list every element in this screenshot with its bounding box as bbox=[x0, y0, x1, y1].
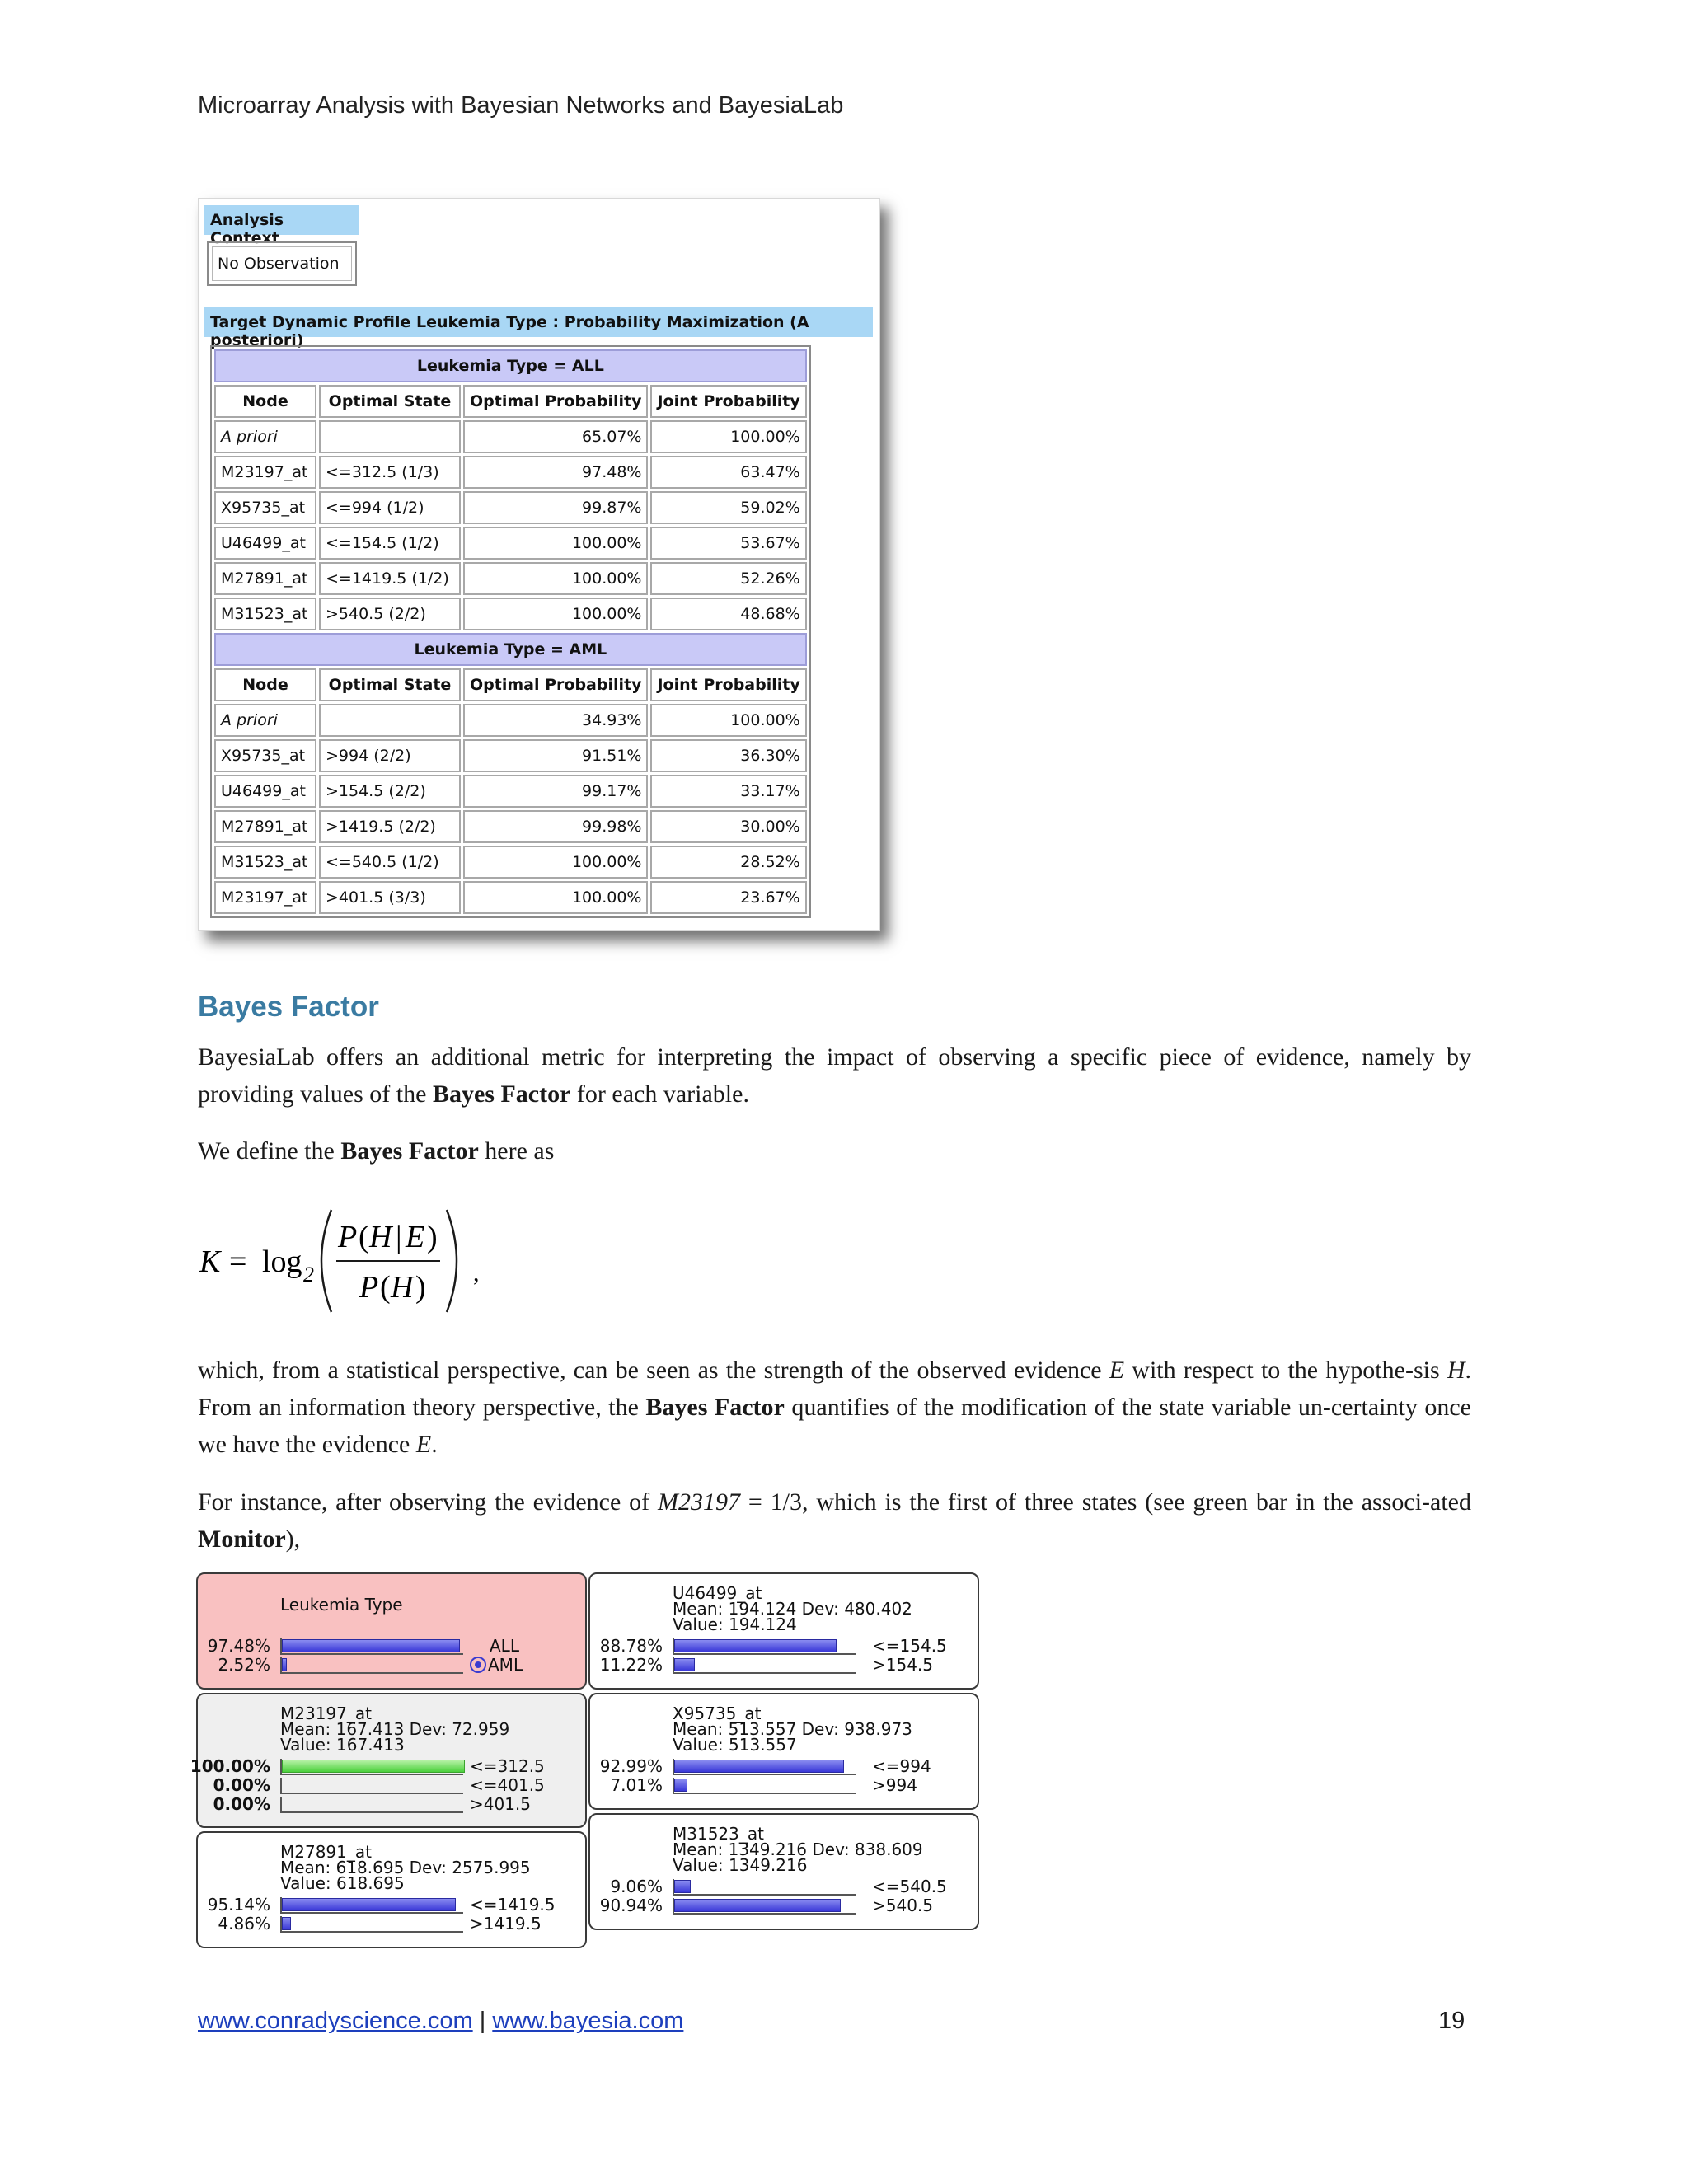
observation-box bbox=[207, 241, 357, 286]
state-label: <=154.5 bbox=[872, 1636, 947, 1656]
formula-den-h: H bbox=[391, 1270, 414, 1305]
paragraph-intro bbox=[198, 1038, 1471, 1113]
table-row bbox=[214, 456, 807, 489]
table-row bbox=[214, 491, 807, 524]
state-label: >154.5 bbox=[872, 1655, 934, 1675]
optimal-prob-cell: 99.98% bbox=[463, 810, 648, 843]
formula-equals: = bbox=[229, 1244, 247, 1279]
text-run: . bbox=[431, 1431, 438, 1458]
left-paren-icon bbox=[321, 1210, 331, 1312]
table-row bbox=[214, 810, 807, 843]
monitor-mean: Mean: 167.413 Dev: 72.959 bbox=[280, 1719, 510, 1739]
monitor-state-row bbox=[198, 1915, 585, 1933]
state-label: >540.5 bbox=[872, 1896, 934, 1915]
state-label: >1419.5 bbox=[470, 1914, 542, 1933]
node-cell: U46499_at bbox=[214, 527, 316, 560]
joint-prob-cell: 23.67% bbox=[650, 881, 806, 914]
monitor-m27891[interactable] bbox=[196, 1831, 587, 1948]
monitor-m23197[interactable] bbox=[190, 1693, 587, 1828]
optimal-prob-cell: 100.00% bbox=[463, 846, 648, 879]
column-header-row bbox=[214, 668, 807, 701]
state-cell: <=994 (1/2) bbox=[319, 491, 461, 524]
paragraph-example bbox=[198, 1483, 1471, 1558]
monitor-mean: Mean: 1349.216 Dev: 838.609 bbox=[673, 1840, 923, 1859]
text-run: ), bbox=[285, 1526, 301, 1553]
footer-separator: | bbox=[479, 2008, 486, 2034]
monitor-mean: Mean: 194.124 Dev: 480.402 bbox=[673, 1599, 912, 1619]
footer-links bbox=[198, 2008, 683, 2035]
target-profile-report bbox=[198, 198, 880, 931]
column-header-row bbox=[214, 385, 807, 418]
state-label bbox=[470, 1637, 519, 1655]
column-header: Optimal Probability bbox=[463, 385, 648, 418]
monitor-state-row bbox=[190, 1756, 585, 1776]
state-cell bbox=[319, 420, 461, 453]
node-cell: X95735_at bbox=[214, 491, 316, 524]
monitor-state-row bbox=[198, 1637, 585, 1655]
text-run: with respect to the hypothe-sis bbox=[1124, 1357, 1447, 1384]
joint-prob-cell: 63.47% bbox=[650, 456, 806, 489]
formula-log: log bbox=[262, 1244, 302, 1279]
state-label: <=994 bbox=[872, 1756, 931, 1776]
state-percent: 0.00% bbox=[213, 1775, 270, 1795]
state-percent: 92.99% bbox=[599, 1756, 663, 1776]
node-cell: M23197_at bbox=[214, 881, 316, 914]
monitor-value: Value: 194.124 bbox=[673, 1615, 797, 1634]
formula-log-base: 2 bbox=[303, 1263, 314, 1286]
monitor-m31523[interactable] bbox=[588, 1813, 979, 1930]
bar-track bbox=[673, 1898, 856, 1915]
formula-den-open: ( bbox=[380, 1270, 391, 1305]
text-run: . From an information theory perspective, the bbox=[198, 1357, 1471, 1421]
monitor-state-row bbox=[198, 1656, 585, 1674]
monitor-state-row bbox=[590, 1776, 978, 1794]
monitor-state-row bbox=[590, 1637, 978, 1655]
state-label: <=312.5 bbox=[470, 1756, 545, 1776]
table-row bbox=[214, 846, 807, 879]
state-cell bbox=[319, 704, 461, 737]
table-row bbox=[214, 420, 807, 453]
profile-table bbox=[210, 345, 811, 918]
optimal-prob-cell: 100.00% bbox=[463, 562, 648, 595]
column-header: Optimal State bbox=[319, 385, 461, 418]
node-cell: A priori bbox=[214, 704, 316, 737]
probability-bar bbox=[674, 1880, 691, 1893]
monitor-state-row bbox=[590, 1877, 978, 1896]
state-label: <=1419.5 bbox=[470, 1895, 556, 1915]
node-cell: M31523_at bbox=[214, 846, 316, 879]
bold-term: Bayes Factor bbox=[645, 1394, 785, 1421]
optimal-prob-cell: 100.00% bbox=[463, 527, 648, 560]
italic-term: H bbox=[1447, 1357, 1465, 1384]
evidence-bar bbox=[282, 1760, 465, 1773]
joint-prob-cell: 48.68% bbox=[650, 598, 806, 630]
probability-bar bbox=[674, 1760, 844, 1773]
monitor-state-row bbox=[198, 1795, 585, 1813]
bar-track bbox=[673, 1879, 856, 1896]
monitor-mean: Mean: 513.557 Dev: 938.973 bbox=[673, 1719, 912, 1739]
bar-track bbox=[280, 1916, 463, 1933]
monitor-mean: Mean: 618.695 Dev: 2575.995 bbox=[280, 1858, 531, 1877]
column-header: Node bbox=[214, 385, 316, 418]
state-percent: 88.78% bbox=[599, 1636, 663, 1656]
formula-lhs: K bbox=[199, 1244, 221, 1279]
bar-track bbox=[280, 1797, 463, 1813]
formula-num-p: P bbox=[338, 1220, 358, 1254]
paragraph-define bbox=[198, 1132, 1471, 1169]
monitor-value: Value: 1349.216 bbox=[673, 1855, 808, 1875]
node-cell: M27891_at bbox=[214, 562, 316, 595]
column-header: Optimal State bbox=[319, 668, 461, 701]
probability-bar bbox=[282, 1639, 460, 1652]
text-run: quantifies of the modification of the state variable un-certainty once we have the evidence bbox=[198, 1394, 1471, 1458]
state-percent: 95.14% bbox=[207, 1895, 270, 1915]
column-header: Node bbox=[214, 668, 316, 701]
state-percent: 4.86% bbox=[218, 1914, 270, 1933]
state-label: >401.5 bbox=[470, 1794, 532, 1814]
footer-link-conradyscience[interactable]: www.conradyscience.com bbox=[198, 2008, 473, 2034]
state-cell: >401.5 (3/3) bbox=[319, 881, 461, 914]
optimal-prob-cell: 34.93% bbox=[463, 704, 648, 737]
optimal-prob-cell: 99.87% bbox=[463, 491, 648, 524]
state-percent: 2.52% bbox=[218, 1655, 270, 1675]
monitor-state-row bbox=[590, 1757, 978, 1775]
optimal-prob-cell: 99.17% bbox=[463, 775, 648, 808]
state-percent: 90.94% bbox=[599, 1896, 663, 1915]
paragraph-interpretation bbox=[198, 1352, 1471, 1463]
italic-term: M23197 bbox=[657, 1488, 740, 1516]
state-label-text: ALL bbox=[490, 1636, 519, 1656]
table-row bbox=[214, 775, 807, 808]
formula-num-close: ) bbox=[427, 1220, 438, 1254]
state-cell: <=312.5 (1/3) bbox=[319, 456, 461, 489]
node-cell: M31523_at bbox=[214, 598, 316, 630]
monitor-title: M23197_at bbox=[280, 1704, 372, 1723]
joint-prob-cell: 100.00% bbox=[650, 704, 806, 737]
text-run: = 1/3, which is the first of three states (see green bar in the associ-ated bbox=[739, 1488, 1471, 1516]
node-cell: M27891_at bbox=[214, 810, 316, 843]
bold-term: Bayes Factor bbox=[432, 1080, 571, 1108]
probability-bar bbox=[282, 1658, 287, 1671]
bayes-factor-formula bbox=[199, 1203, 529, 1319]
bar-track bbox=[280, 1778, 463, 1794]
probability-bar bbox=[282, 1898, 456, 1911]
bar-track bbox=[673, 1759, 856, 1775]
state-cell: <=154.5 (1/2) bbox=[319, 527, 461, 560]
state-label bbox=[470, 1656, 523, 1674]
section-title: Bayes Factor bbox=[198, 991, 379, 1023]
target-state-icon bbox=[470, 1657, 486, 1673]
bold-term: Bayes Factor bbox=[340, 1137, 479, 1165]
probability-bar bbox=[674, 1779, 687, 1792]
target-profile-title: Target Dynamic Profile Leukemia Type : Probability Maximization (A posteriori) bbox=[204, 307, 873, 337]
state-cell: <=1419.5 (1/2) bbox=[319, 562, 461, 595]
monitor-state-row bbox=[198, 1776, 585, 1794]
joint-prob-cell: 28.52% bbox=[650, 846, 806, 879]
table-row bbox=[214, 739, 807, 772]
joint-prob-cell: 33.17% bbox=[650, 775, 806, 808]
state-label-text: AML bbox=[488, 1655, 523, 1675]
joint-prob-cell: 53.67% bbox=[650, 527, 806, 560]
column-header: Optimal Probability bbox=[463, 668, 648, 701]
formula-comma: , bbox=[473, 1259, 480, 1286]
section-row bbox=[214, 633, 807, 666]
running-header: Microarray Analysis with Bayesian Networks and BayesiaLab bbox=[198, 92, 844, 119]
state-cell: >154.5 (2/2) bbox=[319, 775, 461, 808]
state-label: <=401.5 bbox=[470, 1775, 545, 1795]
page-number: 19 bbox=[1438, 2008, 1465, 2034]
right-paren-icon bbox=[447, 1210, 457, 1312]
monitor-leukemia-type[interactable] bbox=[196, 1572, 587, 1690]
state-cell: <=540.5 (1/2) bbox=[319, 846, 461, 879]
footer-link-bayesia[interactable]: www.bayesia.com bbox=[492, 2008, 684, 2034]
bar-track bbox=[280, 1759, 463, 1775]
state-cell: >994 (2/2) bbox=[319, 739, 461, 772]
formula-den-close: ) bbox=[415, 1270, 426, 1305]
section-header: Leukemia Type = ALL bbox=[214, 349, 807, 382]
bar-track bbox=[280, 1638, 463, 1655]
monitor-title: X95735_at bbox=[673, 1704, 762, 1723]
monitor-value: Value: 513.557 bbox=[673, 1735, 797, 1755]
optimal-prob-cell: 91.51% bbox=[463, 739, 648, 772]
formula-num-h: H bbox=[369, 1220, 392, 1254]
joint-prob-cell: 36.30% bbox=[650, 739, 806, 772]
section-row bbox=[214, 349, 807, 382]
text-run: BayesiaLab offers an additional metric for interpreting the impact of observing a specific piece of evidence, namely by providing values of the bbox=[198, 1043, 1471, 1108]
monitor-state-row bbox=[590, 1896, 978, 1915]
formula-num-bar: | bbox=[396, 1220, 402, 1254]
optimal-prob-cell: 100.00% bbox=[463, 598, 648, 630]
monitor-value: Value: 167.413 bbox=[280, 1735, 405, 1755]
optimal-prob-cell: 97.48% bbox=[463, 456, 648, 489]
node-cell: M23197_at bbox=[214, 456, 316, 489]
probability-bar bbox=[282, 1917, 291, 1930]
text-run: here as bbox=[478, 1137, 555, 1165]
state-percent: 97.48% bbox=[207, 1636, 270, 1656]
joint-prob-cell: 59.02% bbox=[650, 491, 806, 524]
table-row bbox=[214, 562, 807, 595]
state-cell: >540.5 (2/2) bbox=[319, 598, 461, 630]
monitor-title: Leukemia Type bbox=[280, 1595, 403, 1615]
bar-track bbox=[673, 1778, 856, 1794]
text-run: We define the bbox=[198, 1137, 341, 1165]
monitor-title: M27891_at bbox=[280, 1842, 372, 1862]
bar-track bbox=[280, 1657, 463, 1674]
optimal-prob-cell: 65.07% bbox=[463, 420, 648, 453]
probability-bar bbox=[674, 1658, 695, 1671]
state-percent: 0.00% bbox=[213, 1794, 270, 1814]
table-row bbox=[214, 527, 807, 560]
bar-track bbox=[673, 1638, 856, 1655]
state-label: <=540.5 bbox=[872, 1877, 947, 1896]
state-label: >994 bbox=[872, 1775, 917, 1795]
column-header: Joint Probability bbox=[650, 668, 806, 701]
state-percent: 100.00% bbox=[190, 1756, 270, 1776]
monitor-title: M31523_at bbox=[673, 1824, 764, 1844]
node-cell: U46499_at bbox=[214, 775, 316, 808]
monitor-u46499[interactable] bbox=[588, 1572, 979, 1690]
text-run: For instance, after observing the evidence of bbox=[198, 1488, 658, 1516]
monitor-value: Value: 618.695 bbox=[280, 1873, 405, 1893]
italic-term: E bbox=[415, 1431, 432, 1458]
optimal-prob-cell: 100.00% bbox=[463, 881, 648, 914]
observation-text: No Observation bbox=[212, 246, 352, 281]
section-header: Leukemia Type = AML bbox=[214, 633, 807, 666]
state-cell: >1419.5 (2/2) bbox=[319, 810, 461, 843]
table-row bbox=[214, 704, 807, 737]
bar-track bbox=[673, 1657, 856, 1674]
bold-term: Monitor bbox=[198, 1526, 286, 1553]
italic-term: E bbox=[1109, 1357, 1125, 1384]
joint-prob-cell: 52.26% bbox=[650, 562, 806, 595]
column-header: Joint Probability bbox=[650, 385, 806, 418]
node-cell: A priori bbox=[214, 420, 316, 453]
joint-prob-cell: 100.00% bbox=[650, 420, 806, 453]
formula-num-open: ( bbox=[359, 1220, 369, 1254]
formula-den-p: P bbox=[359, 1270, 379, 1305]
monitor-state-row bbox=[198, 1896, 585, 1914]
monitor-x95735[interactable] bbox=[588, 1693, 979, 1810]
table-row bbox=[214, 881, 807, 914]
probability-bar bbox=[674, 1899, 841, 1912]
probability-bar bbox=[674, 1639, 837, 1652]
state-percent: 7.01% bbox=[610, 1775, 663, 1795]
table-row bbox=[214, 598, 807, 630]
joint-prob-cell: 30.00% bbox=[650, 810, 806, 843]
monitor-state-row bbox=[590, 1656, 978, 1674]
state-percent: 11.22% bbox=[599, 1655, 663, 1675]
bar-track bbox=[280, 1897, 463, 1914]
monitor-title: U46499_at bbox=[673, 1583, 762, 1603]
node-cell: X95735_at bbox=[214, 739, 316, 772]
text-run: which, from a statistical perspective, can be seen as the strength of the observed evidence bbox=[198, 1357, 1109, 1384]
state-percent: 9.06% bbox=[610, 1877, 663, 1896]
formula-num-e: E bbox=[406, 1220, 425, 1254]
analysis-context-label: Analysis Context bbox=[204, 205, 359, 235]
text-run: for each variable. bbox=[570, 1080, 749, 1108]
